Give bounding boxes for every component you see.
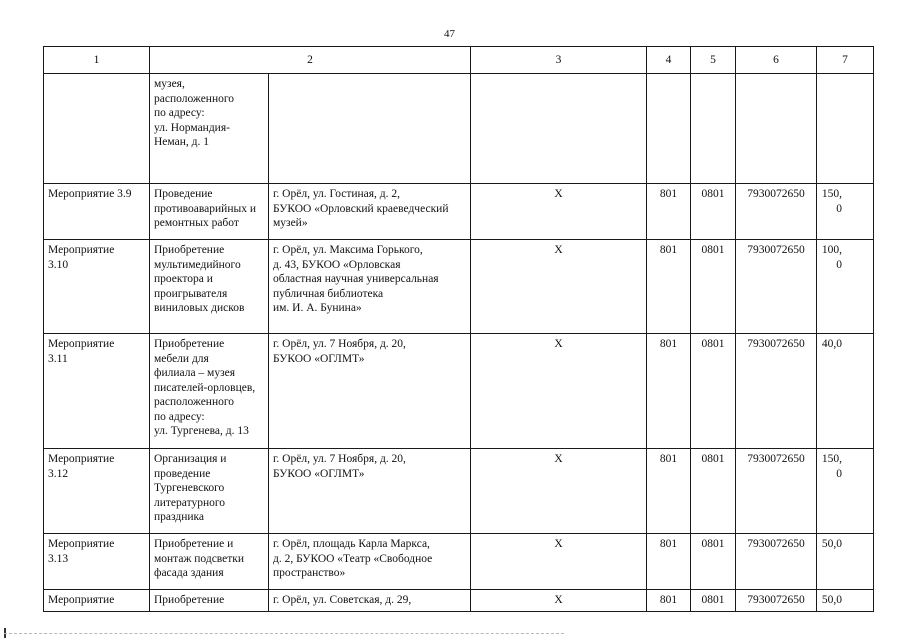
kbk-section-cell-text: 0801 bbox=[701, 538, 725, 550]
header-cell-4: 4 bbox=[647, 47, 691, 74]
kbk-target-cell bbox=[736, 534, 817, 590]
kbk-target-cell bbox=[736, 449, 817, 534]
address-cell bbox=[269, 590, 471, 612]
event-cell bbox=[44, 184, 150, 240]
kbk-chapter-cell bbox=[647, 184, 691, 240]
kbk-chapter-cell-text: 801 bbox=[659, 338, 678, 350]
kbk-section-cell bbox=[691, 534, 736, 590]
description-cell bbox=[150, 334, 269, 449]
kbk-target-cell-text: 7930072650 bbox=[747, 594, 805, 606]
address-cell bbox=[269, 74, 471, 184]
kbk-target-cell bbox=[736, 590, 817, 612]
kbk-section-cell-text: 0801 bbox=[701, 594, 725, 606]
address-cell-text: г. Орёл, ул. 7 Ноября, д. 20, БУКОО «ОГЛМТ» bbox=[273, 453, 406, 480]
kbk-target-cell-text: 7930072650 bbox=[747, 453, 805, 465]
address-cell bbox=[269, 449, 471, 534]
description-cell bbox=[150, 240, 269, 334]
amount-cell bbox=[817, 240, 874, 334]
kbk-section-cell-text: 0801 bbox=[701, 244, 725, 256]
kbk-target-cell bbox=[736, 334, 817, 449]
header-cell-2: 2 bbox=[150, 47, 471, 74]
kbk-target-cell bbox=[736, 74, 817, 184]
kbk-target-cell bbox=[736, 240, 817, 334]
amount-cell bbox=[817, 184, 874, 240]
budget-table bbox=[43, 46, 874, 612]
description-cell-text: Организация и проведение Тургеневского литературного праздника bbox=[154, 453, 227, 523]
description-cell-text: Приобретение и монтаж подсветки фасада здания bbox=[154, 538, 245, 579]
table-body bbox=[44, 47, 874, 612]
event-cell bbox=[44, 449, 150, 534]
header-cell-6: 6 bbox=[736, 47, 817, 74]
amount-cell-text: 50,0 bbox=[821, 538, 842, 550]
header-cell-5: 5 bbox=[691, 47, 736, 74]
kbk-section-cell bbox=[691, 74, 736, 184]
address-cell-text: г. Орёл, ул. Максима Горького, д. 43, БУКОО «Орловская областная научная универсальная публичная библиотека им. И. А. Бунина» bbox=[273, 244, 439, 314]
kbk-section-cell bbox=[691, 334, 736, 449]
amount-cell bbox=[817, 534, 874, 590]
col3-cell-text: Х bbox=[554, 453, 563, 465]
kbk-chapter-cell-text: 801 bbox=[659, 244, 678, 256]
kbk-chapter-cell-text: 801 bbox=[659, 453, 678, 465]
amount-cell bbox=[817, 590, 874, 612]
address-cell bbox=[269, 184, 471, 240]
kbk-section-cell bbox=[691, 240, 736, 334]
kbk-target-cell bbox=[736, 184, 817, 240]
description-cell-text: Приобретение мультимедийного проектора и проигрывателя виниловых дисков bbox=[154, 244, 245, 314]
col3-cell bbox=[471, 74, 647, 184]
col3-cell-text: Х bbox=[554, 594, 563, 606]
col3-cell-text: Х bbox=[554, 188, 563, 200]
table-row bbox=[44, 74, 874, 184]
address-cell-text: г. Орёл, площадь Карла Маркса, д. 2, БУКОО «Театр «Свободное пространство» bbox=[273, 538, 433, 579]
amount-cell-text: 150,0 bbox=[821, 453, 842, 480]
kbk-target-cell-text: 7930072650 bbox=[747, 244, 805, 256]
address-cell bbox=[269, 534, 471, 590]
kbk-chapter-cell-text: 801 bbox=[659, 538, 678, 550]
col3-cell bbox=[471, 534, 647, 590]
kbk-chapter-cell-text: 801 bbox=[659, 594, 678, 606]
amount-cell bbox=[817, 74, 874, 184]
col3-cell bbox=[471, 590, 647, 612]
event-cell-text: Мероприятие 3.9 bbox=[48, 188, 132, 200]
address-cell-text: г. Орёл, ул. Гостиная, д. 2, БУКОО «Орловский краеведческий музей» bbox=[273, 188, 449, 229]
event-cell-text: Мероприятие 3.12 bbox=[48, 453, 115, 480]
event-cell bbox=[44, 74, 150, 184]
event-cell bbox=[44, 590, 150, 612]
header-cell-3: 3 bbox=[471, 47, 647, 74]
col3-cell bbox=[471, 334, 647, 449]
col3-cell bbox=[471, 184, 647, 240]
description-cell bbox=[150, 184, 269, 240]
event-cell bbox=[44, 240, 150, 334]
address-cell-text: г. Орёл, ул. Советская, д. 29, bbox=[273, 594, 412, 606]
kbk-section-cell-text: 0801 bbox=[701, 338, 725, 350]
kbk-chapter-cell-text: 801 bbox=[659, 188, 678, 200]
scan-rule bbox=[4, 633, 564, 634]
kbk-section-cell bbox=[691, 449, 736, 534]
kbk-chapter-cell bbox=[647, 334, 691, 449]
amount-cell-text: 100,0 bbox=[821, 244, 842, 271]
col3-cell-text: Х bbox=[554, 244, 563, 256]
amount-cell-text: 40,0 bbox=[821, 338, 842, 350]
table-row bbox=[44, 184, 874, 240]
kbk-target-cell-text: 7930072650 bbox=[747, 338, 805, 350]
col3-cell bbox=[471, 449, 647, 534]
event-cell-text: Мероприятие 3.13 bbox=[48, 538, 115, 565]
amount-cell bbox=[817, 334, 874, 449]
description-cell bbox=[150, 74, 269, 184]
table-row bbox=[44, 449, 874, 534]
event-cell bbox=[44, 534, 150, 590]
event-cell-text: Мероприятие 3.11 bbox=[48, 338, 115, 365]
header-cell-7: 7 bbox=[817, 47, 874, 74]
description-cell-text: Приобретение мебели для филиала – музея писателей-орловцев, расположенного по адресу: ул. Тургенева, д. 13 bbox=[154, 338, 256, 437]
event-cell bbox=[44, 334, 150, 449]
table-row bbox=[44, 534, 874, 590]
amount-cell-text: 50,0 bbox=[821, 594, 842, 606]
kbk-section-cell-text: 0801 bbox=[701, 188, 725, 200]
table-row bbox=[44, 240, 874, 334]
table-row bbox=[44, 590, 874, 612]
kbk-target-cell-text: 7930072650 bbox=[747, 538, 805, 550]
description-cell bbox=[150, 534, 269, 590]
page-number: 47 bbox=[444, 28, 455, 40]
header-row bbox=[44, 47, 874, 74]
kbk-chapter-cell bbox=[647, 534, 691, 590]
description-cell-text: Приобретение bbox=[154, 594, 225, 606]
kbk-section-cell-text: 0801 bbox=[701, 453, 725, 465]
kbk-chapter-cell bbox=[647, 240, 691, 334]
amount-cell-text: 150,0 bbox=[821, 188, 842, 215]
kbk-chapter-cell bbox=[647, 449, 691, 534]
event-cell-text: Мероприятие bbox=[48, 594, 115, 606]
description-cell-text: Проведение противоаварийных и ремонтных работ bbox=[154, 188, 256, 229]
kbk-section-cell bbox=[691, 590, 736, 612]
amount-cell bbox=[817, 449, 874, 534]
description-cell bbox=[150, 449, 269, 534]
kbk-target-cell-text: 7930072650 bbox=[747, 188, 805, 200]
header-cell-1: 1 bbox=[44, 47, 150, 74]
description-cell bbox=[150, 590, 269, 612]
address-cell-text: г. Орёл, ул. 7 Ноября, д. 20, БУКОО «ОГЛМТ» bbox=[273, 338, 406, 365]
col3-cell bbox=[471, 240, 647, 334]
event-cell-text: Мероприятие 3.10 bbox=[48, 244, 115, 271]
kbk-section-cell bbox=[691, 184, 736, 240]
kbk-chapter-cell bbox=[647, 74, 691, 184]
description-cell-text: музея, расположенного по адресу: ул. Нормандия- Неман, д. 1 bbox=[154, 78, 235, 148]
kbk-chapter-cell bbox=[647, 590, 691, 612]
col3-cell-text: Х bbox=[554, 538, 563, 550]
col3-cell-text: Х bbox=[554, 338, 563, 350]
table-row bbox=[44, 334, 874, 449]
address-cell bbox=[269, 334, 471, 449]
address-cell bbox=[269, 240, 471, 334]
